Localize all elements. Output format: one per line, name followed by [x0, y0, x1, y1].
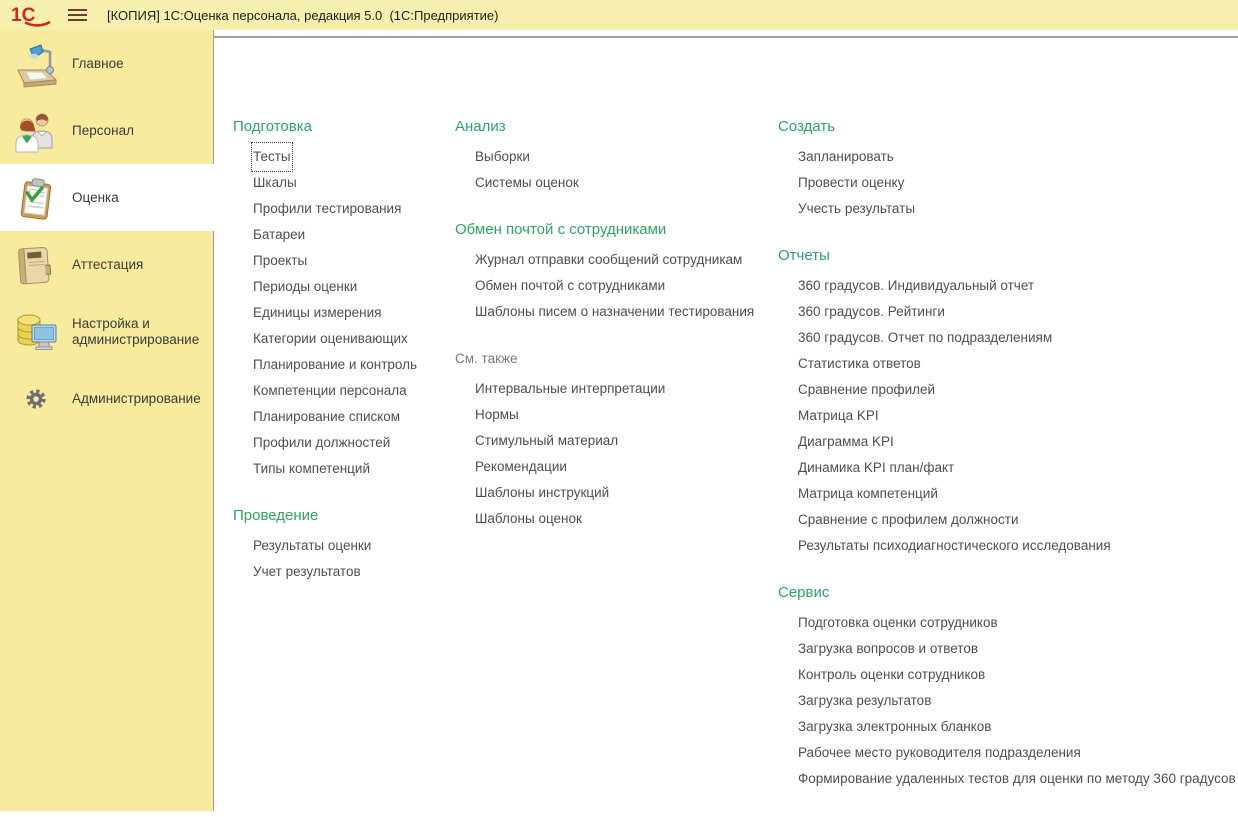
command-link[interactable]: Батареи: [253, 227, 306, 242]
command-link[interactable]: Матрица KPI: [798, 408, 879, 423]
command-link[interactable]: Системы оценок: [475, 175, 579, 190]
commands-column: [233, 118, 455, 817]
command-group: [455, 118, 778, 196]
command-group: [778, 247, 1238, 559]
clipboard-icon: [12, 174, 60, 222]
command-group: [778, 584, 1238, 792]
section-title: См. также: [455, 351, 518, 366]
lamp-icon: [12, 40, 60, 88]
section-title: Подготовка: [233, 118, 312, 135]
section-title: Создать: [778, 118, 836, 135]
command-link[interactable]: Подготовка оценки сотрудников: [798, 615, 998, 630]
commands-panel: [214, 38, 1238, 817]
command-link[interactable]: Запланировать: [798, 149, 894, 164]
sidebar-item-label: Главное: [72, 55, 124, 71]
command-link[interactable]: Статистика ответов: [798, 356, 921, 371]
sidebar-item-settings-administration[interactable]: [0, 298, 214, 365]
command-group: [455, 221, 778, 325]
command-link[interactable]: Категории оценивающих: [253, 331, 408, 346]
command-group: [778, 118, 1238, 222]
command-link[interactable]: Диаграмма KPI: [798, 434, 894, 449]
command-link[interactable]: Учет результатов: [253, 564, 361, 579]
command-link[interactable]: Загрузка результатов: [798, 693, 932, 708]
command-link[interactable]: Шаблоны писем о назначении тестирования: [475, 304, 755, 319]
gear-icon: [12, 375, 60, 423]
main-menu-button[interactable]: [66, 2, 89, 28]
command-link[interactable]: Типы компетенций: [253, 461, 370, 476]
command-link[interactable]: Шкалы: [253, 175, 297, 190]
command-link[interactable]: Профили тестирования: [253, 201, 402, 216]
command-link[interactable]: Результаты оценки: [253, 538, 372, 553]
sidebar-item-assessment[interactable]: [0, 164, 214, 231]
command-link[interactable]: Загрузка электронных бланков: [798, 719, 992, 734]
sidebar-item-administration[interactable]: [0, 365, 214, 432]
commands-column: [455, 118, 778, 817]
section-title: Сервис: [778, 584, 830, 601]
1c-logo-icon: [10, 3, 52, 27]
section-title: Проведение: [233, 507, 319, 524]
sidebar-item-label: Оценка: [72, 189, 119, 205]
command-link[interactable]: Стимульный материал: [475, 433, 619, 448]
command-link[interactable]: Загрузка вопросов и ответов: [798, 641, 979, 656]
command-link[interactable]: Рекомендации: [475, 459, 567, 474]
title-bar: [0, 0, 1238, 30]
command-link[interactable]: Учесть результаты: [798, 201, 916, 216]
command-link[interactable]: 360 градусов. Индивидуальный отчет: [798, 278, 1035, 293]
command-link[interactable]: Провести оценку: [798, 175, 905, 190]
sidebar-item-label: Аттестация: [72, 256, 144, 272]
command-group: [455, 350, 778, 532]
command-link[interactable]: Сравнение с профилем должности: [798, 512, 1019, 527]
command-link[interactable]: Матрица компетенций: [798, 486, 938, 501]
command-group: [233, 507, 455, 585]
command-link[interactable]: Обмен почтой с сотрудниками: [475, 278, 666, 293]
section-title: Обмен почтой с сотрудниками: [455, 221, 667, 238]
command-link[interactable]: Компетенции персонала: [253, 383, 407, 398]
window-title: [КОПИЯ] 1С:Оценка персонала, редакция 5.0 (1С:Предприятие): [107, 7, 499, 23]
command-link[interactable]: Шаблоны инструкций: [475, 485, 610, 500]
command-link[interactable]: Журнал отправки сообщений сотрудникам: [475, 252, 743, 267]
section-title: Отчеты: [778, 247, 830, 264]
command-link[interactable]: Динамика KPI план/факт: [798, 460, 955, 475]
section-title: Анализ: [455, 118, 506, 135]
command-link[interactable]: Планирование и контроль: [253, 357, 418, 372]
command-link[interactable]: Выборки: [475, 149, 530, 164]
command-link[interactable]: Контроль оценки сотрудников: [798, 667, 986, 682]
sidebar-item-label: Настройка и администрирование: [72, 315, 200, 347]
command-link[interactable]: Шаблоны оценок: [475, 511, 582, 526]
command-link[interactable]: Рабочее место руководителя подразделения: [798, 745, 1081, 760]
sidebar-item-label: Администрирование: [72, 390, 201, 406]
command-link[interactable]: 360 градусов. Отчет по подразделениям: [798, 330, 1053, 345]
content-area: [214, 30, 1238, 811]
command-link[interactable]: Сравнение профилей: [798, 382, 936, 397]
sidebar-item-attestation[interactable]: [0, 231, 214, 298]
book-icon: [12, 241, 60, 289]
people-icon: [12, 107, 60, 155]
sections-panel: [0, 30, 214, 811]
command-link[interactable]: Интервальные интерпретации: [475, 381, 666, 396]
command-link[interactable]: Формирование удаленных тестов для оценки по методу 360 градусов: [798, 771, 1236, 786]
command-link[interactable]: Проекты: [253, 253, 308, 268]
sidebar-item-label: Персонал: [72, 122, 134, 138]
svg-text:1С: 1С: [11, 5, 36, 26]
command-link[interactable]: 360 градусов. Рейтинги: [798, 304, 945, 319]
command-link[interactable]: Планирование списком: [253, 409, 401, 424]
command-link[interactable]: Тесты: [253, 144, 291, 170]
command-link[interactable]: Нормы: [475, 407, 519, 422]
sidebar-item-personnel[interactable]: [0, 97, 214, 164]
command-link[interactable]: Единицы измерения: [253, 305, 382, 320]
sidebar-item-main[interactable]: [0, 30, 214, 97]
commands-column: [778, 118, 1238, 817]
command-group: [233, 118, 455, 482]
command-link[interactable]: Результаты психодиагностического исследования: [798, 538, 1111, 553]
database-icon: [12, 308, 60, 356]
command-link[interactable]: Периоды оценки: [253, 279, 358, 294]
command-link[interactable]: Профили должностей: [253, 435, 391, 450]
